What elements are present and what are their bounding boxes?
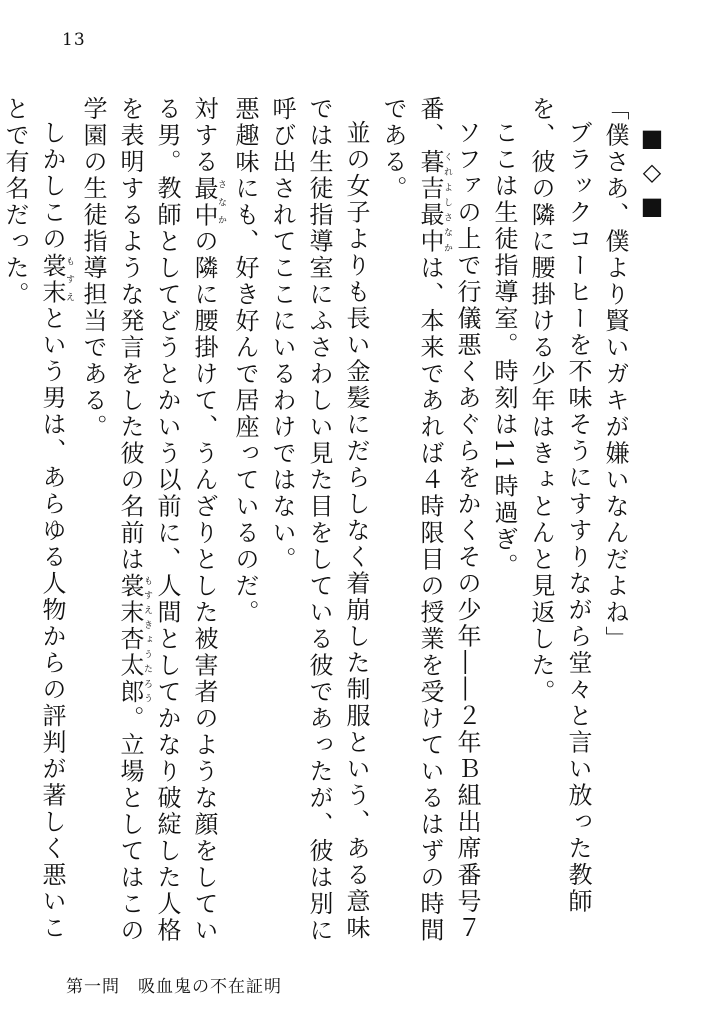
page-number: 13 <box>62 30 86 50</box>
name-kureyoshi-sanaka: 暮吉最中くれよしさなか <box>416 149 452 255</box>
paragraph-7-text-a: 対する <box>190 96 218 176</box>
name-mosue: 裳末もすえ <box>38 252 74 306</box>
section-mark: ■◇■ <box>638 124 666 226</box>
paragraph-8-text-a: しかしこの <box>38 120 66 253</box>
paragraph-7-text-b: の隣に腰掛けて、うんざりとした被害者のような顔をしている男。教師としてどうとかいう以前に、人間としてかなり破綻した人格を表明するような発言をした彼の名前は <box>116 96 218 944</box>
paragraph-7 <box>74 96 226 956</box>
paragraph-4 <box>374 96 485 956</box>
paragraph-4-text-b: は、本来であれば４時限目の授業を受けているはずの時間である。 <box>379 96 444 944</box>
paragraph-4-text-a: ソファの上で行儀悪くあぐらをかくその少年――２年Ｂ組出席番号７番、 <box>416 96 481 942</box>
paragraph-3: ここは生徒指導室。時刻は11時過ぎ。 <box>490 120 518 580</box>
ruby-mosue: もすえ <box>64 252 74 306</box>
paragraph-8-text-b: という男は、あらゆる人物からの評判が著しく悪いことで有名だった。 <box>1 96 66 942</box>
name-sanaka: 最中さなか <box>190 175 226 229</box>
paragraph-7-text-c: 。立場としてはこの学園の生徒指導担当である。 <box>79 96 144 944</box>
ruby-kureyoshi-sanaka: くれよしさなか <box>442 149 452 255</box>
ruby-mosue-kyoutarou: もすえきょうたろう <box>142 573 152 706</box>
paragraph-5: 並の女子よりも長い金髪にだらしなく着崩した制服という、ある意味では生徒指導室にふさわしい見た目をしている彼であったが、彼は別に呼び出されてここにいるわけではない。 <box>268 96 370 944</box>
paragraph-2: ブラックコーヒーを不味そうにすすりながら堂々と言い放った教師を、彼の隣に腰掛ける少年はきょとんと見返した。 <box>527 96 592 915</box>
name-mosue-kyoutarou: 裳末杏太郎もすえきょうたろう <box>116 573 152 706</box>
footer-title: 吸血鬼の不在証明 <box>138 977 282 997</box>
running-footer <box>66 972 282 997</box>
footer-chapter: 第一問 <box>66 977 120 997</box>
paragraph-1: 「僕さあ、僕より賢いガキが嫌いなんだよね」 <box>601 96 629 653</box>
paragraph-6: 悪趣味にも、好き好んで居座っているのだ。 <box>231 96 259 626</box>
paragraph-8 <box>0 96 74 956</box>
vertical-body-text <box>1 96 670 956</box>
ruby-sanaka: さなか <box>216 175 226 229</box>
